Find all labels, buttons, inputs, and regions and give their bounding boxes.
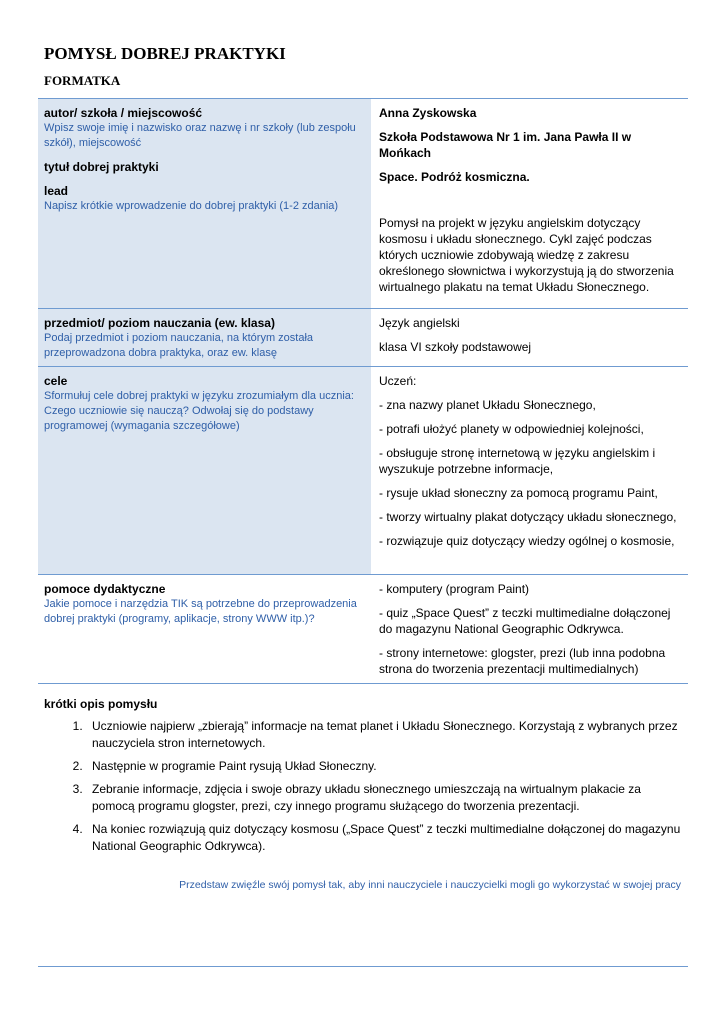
page-subtitle: FORMATKA: [44, 73, 121, 88]
level-value: klasa VI szkoły podstawowej: [379, 340, 532, 354]
field-label-title: tytuł dobrej praktyki: [44, 160, 159, 174]
lead-text: Pomysł na projekt w języku angielskim dotyczący kosmosu i układu słonecznego. Cykl zajęć podczas których uczniowie zdobywają wiedzę z zakresu określonego słownictwa i wykorzystują ją do stworzenia wirtualnego plakatu na temat Układu Słonecznego.: [379, 216, 674, 294]
goal-item: - rysuje układ słoneczny za pomocą programu Paint,: [379, 486, 658, 500]
bottom-divider: [38, 966, 688, 967]
field-hint-lead: Napisz krótkie wprowadzenie do dobrej praktyki (1-2 zdania): [44, 200, 339, 212]
row-label-cell: [38, 309, 371, 366]
row-label-cell: [38, 99, 371, 308]
field-label-author: autor/ szkoła / miejscowość: [44, 106, 203, 120]
author-name: Anna Zyskowska: [379, 106, 477, 120]
field-hint-materials: Jakie pomoce i narzędzia TIK są potrzebne do przeprowadzenia dobrej praktyki (programy, aplikacje, strony WWW itp.)?: [44, 598, 357, 625]
row-value-cell: [371, 367, 688, 574]
field-hint-subject: Podaj przedmiot i poziom nauczania, na którym została przeprowadzona dobra praktyka, oraz ew. klasę: [44, 332, 314, 359]
page-title: POMYSŁ DOBREJ PRAKTYKI: [44, 44, 286, 63]
row-value-cell: [371, 99, 688, 308]
field-hint-goals: Sformułuj cele dobrej praktyki w języku zrozumiałym dla ucznia: Czego uczniowie się nauczą? Odwołaj się do podstawy programowej (wymagania szczegółowe): [44, 390, 354, 432]
goal-item: - zna nazwy planet Układu Słonecznego,: [379, 398, 596, 412]
table-row-subject: [38, 308, 688, 366]
field-label-subject: przedmiot/ poziom nauczania (ew. klasa): [44, 316, 275, 330]
table-row-author: [38, 98, 688, 308]
description-steps: [44, 718, 684, 861]
description-step: 2. Następnie w programie Paint rysują Układ Słoneczny.: [86, 758, 684, 775]
footer-hint: Przedstaw zwięźle swój pomysł tak, aby inni nauczyciele i nauczycielki mogli go wykorzystać w swojej pracy: [179, 879, 681, 891]
form-table: [38, 98, 688, 684]
row-label-cell: [38, 367, 371, 574]
material-item: - komputery (program Paint): [379, 582, 530, 596]
description-title: krótki opis pomysłu: [44, 697, 158, 711]
practice-title: Space. Podróż kosmiczna.: [379, 170, 530, 184]
goal-item: - tworzy wirtualny plakat dotyczący układu słonecznego,: [379, 510, 677, 524]
field-label-materials: pomoce dydaktyczne: [44, 582, 166, 596]
material-item: - strony internetowe: glogster, prezi (lub inna podobna strona do tworzenia prezentacji multimedialnych): [379, 646, 666, 676]
school-name: Szkoła Podstawowa Nr 1 im. Jana Pawła II w Mońkach: [379, 130, 632, 160]
table-row-goals: [38, 366, 688, 574]
field-label-lead: lead: [44, 184, 69, 198]
description-step: 4. Na koniec rozwiązują quiz dotyczący kosmosu („Space Quest” z teczki multimedialne dołączonej do magazynu National Geographic Odkrywca).: [86, 821, 684, 855]
goal-item: - rozwiązuje quiz dotyczący wiedzy ogólnej o kosmosie,: [379, 534, 675, 548]
field-hint-author: Wpisz swoje imię i nazwisko oraz nazwę i nr szkoły (lub zespołu szkół), miejscowość: [44, 122, 356, 149]
row-label-cell: [38, 575, 371, 683]
table-row-materials: [38, 574, 688, 684]
description-step: 1. Uczniowie najpierw „zbierają” informacje na temat planet i Układu Słonecznego. Korzystają z wybranych przez nauczyciela stron internetowych.: [86, 718, 684, 752]
goal-item: - potrafi ułożyć planety w odpowiedniej kolejności,: [379, 422, 644, 436]
material-item: - quiz „Space Quest” z teczki multimedialne dołączonej do magazynu National Geographic Odkrywca.: [379, 606, 671, 636]
goal-item: - obsługuje stronę internetową w języku angielskim i wyszukuje potrzebne informacje,: [379, 446, 656, 476]
subject-value: Język angielski: [379, 316, 460, 330]
row-value-cell: [371, 575, 688, 683]
field-label-goals: cele: [44, 374, 68, 388]
description-step: 3. Zebranie informacje, zdjęcia i swoje obrazy układu słonecznego umieszczają na wirtualnym plakacie za pomocą programu glogster, prezi, czy innego programu służącego do tworzenia prezentacji.: [86, 781, 684, 815]
row-value-cell: [371, 309, 688, 366]
goals-intro: Uczeń:: [379, 374, 417, 388]
